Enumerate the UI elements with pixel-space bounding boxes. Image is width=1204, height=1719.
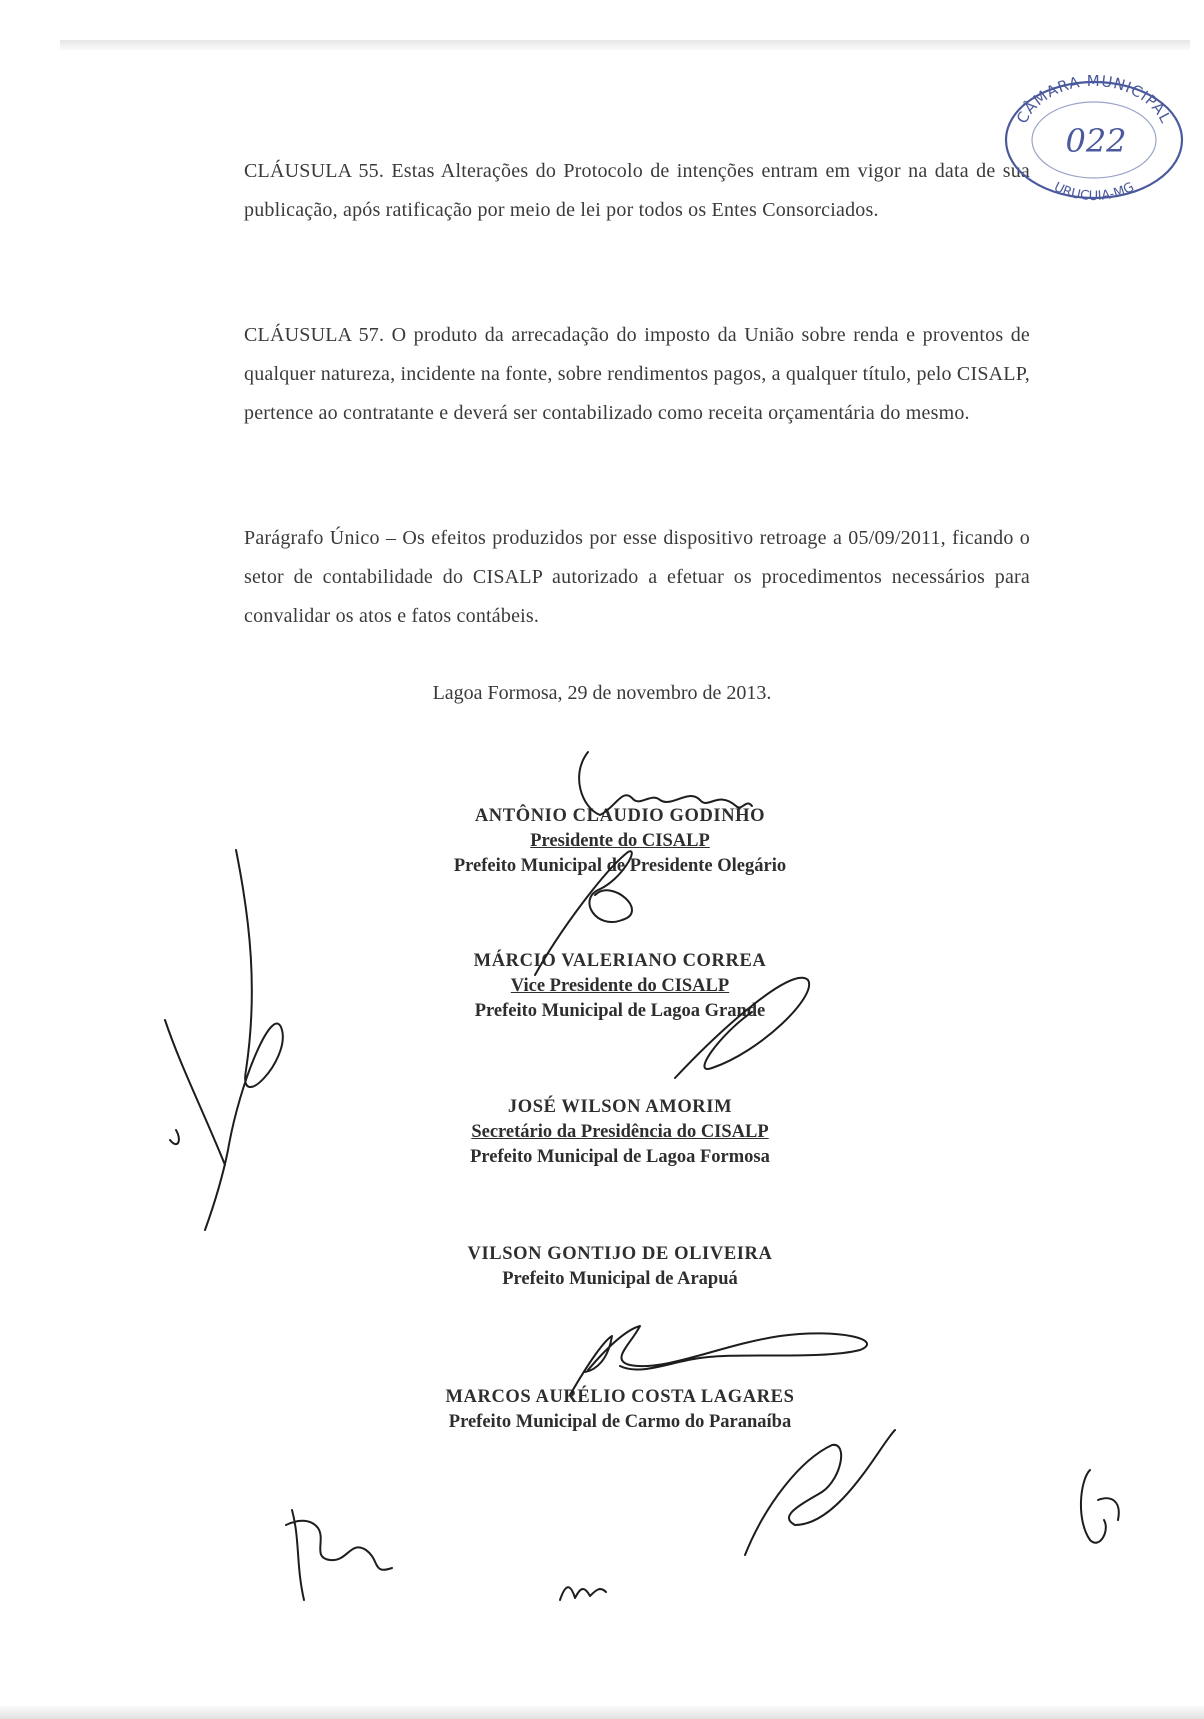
signature-carmo-paranaiba [745, 1430, 895, 1555]
council-stamp [996, 70, 1188, 202]
signatory-name: JOSÉ WILSON AMORIM [507, 1097, 733, 1117]
signature-bottom-left [286, 1510, 392, 1600]
signatory-name: MARCOS AURÉLIO COSTA LAGARES [445, 1387, 795, 1407]
signatory-office: Prefeito Municipal de Presidente Olegário [453, 856, 787, 876]
scan-edge-bottom [0, 1706, 1204, 1719]
signatory-name: VILSON GONTIJO DE OLIVEIRA [467, 1244, 773, 1264]
stamp-bottom-text: URUCUIA-MG [1051, 179, 1137, 202]
signatory-name: MÁRCIO VALERIANO CORREA [473, 951, 767, 971]
signature-bottom-right [1081, 1470, 1119, 1543]
signatory-role: Presidente do CISALP [530, 831, 710, 851]
paragrafo-unico: Parágrafo Único – Os efeitos produzidos por esse dispositivo retroage a 05/09/2011, ficando o setor de contabilidade do CISALP autorizado a efetuar os procedimentos necessários para convalidar os atos e fatos contábeis. [244, 527, 1030, 627]
signature-bottom-middle [560, 1587, 606, 1600]
stamp-number: 022 [1065, 122, 1127, 160]
signatory-block [380, 1385, 860, 1435]
signatory-block [380, 949, 860, 1024]
signatory-office: Prefeito Municipal de Lagoa Grande [474, 1001, 766, 1021]
place-and-date: Lagoa Formosa, 29 de novembro de 2013. [432, 682, 772, 704]
signatory-office: Prefeito Municipal de Lagoa Formosa [470, 1147, 770, 1167]
signatory-name: ANTÔNIO CLAUDIO GODINHO [474, 806, 766, 826]
clause-57: CLÁUSULA 57. O produto da arrecadação do imposto da União sobre renda e proventos de qualquer natureza, incidente na fonte, sobre rendimentos pagos, a qualquer título, pelo CISALP, pertence ao contratante e deverá ser contabilizado como receita orçamentária do mesmo. [244, 324, 1031, 424]
signatory-block [380, 1095, 860, 1170]
clause-55: CLÁUSULA 55. Estas Alterações do Protocolo de intenções entram em vigor na data de sua publicação, após ratificação por meio de lei por todos os Entes Consorciados. [244, 160, 1030, 221]
signatory-role: Secretário da Presidência do CISALP [471, 1122, 769, 1142]
signature-left-margin [165, 850, 283, 1230]
stamp-top-text: CÂMARA MUNICIPAL [1012, 71, 1176, 127]
signatory-block [380, 804, 860, 879]
scan-edge-top [60, 40, 1190, 50]
signatory-office: Prefeito Municipal de Carmo do Paranaíba [448, 1412, 792, 1432]
signatory-block [380, 1242, 860, 1292]
signatory-role: Vice Presidente do CISALP [510, 976, 730, 996]
signatory-office: Prefeito Municipal de Arapuá [502, 1269, 738, 1289]
